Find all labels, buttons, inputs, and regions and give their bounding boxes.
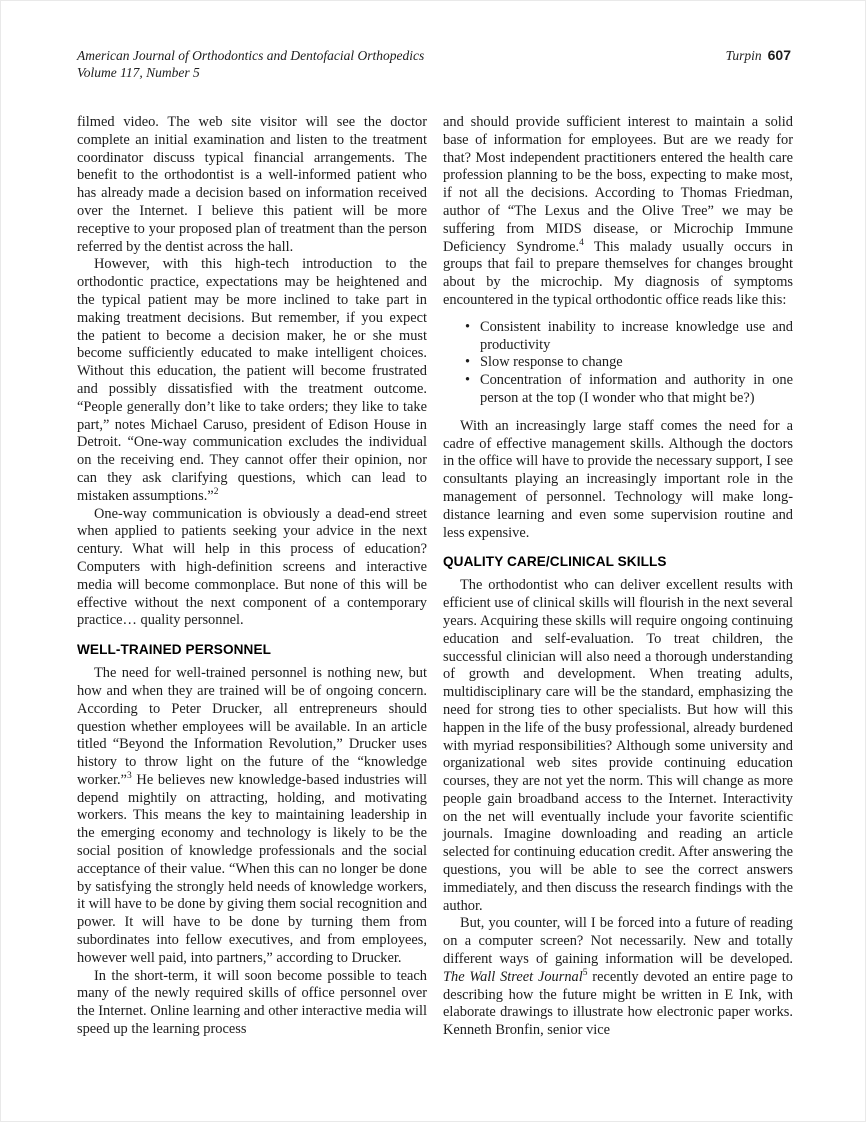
paragraph: filmed video. The web site visitor will see the doctor complete an initial examination and listen to the treatment coordinator discuss typical financial arrangements. The benefit to the orthodontist is a well-informed patient who has already made a decision based on information received over the Internet. I believe this patient will be more receptive to your proposed plan of treatment than the person referred by the dentist across the hall. — [77, 114, 427, 255]
list-item-text: Slow response to change — [480, 354, 623, 371]
bullet-icon: • — [465, 318, 471, 335]
reference-superscript: 4 — [579, 237, 584, 248]
list-item — [465, 372, 793, 408]
text-run: and should provide sufficient interest to maintain a solid base of information for employees. But are we ready for that? Most independent practitioners entered the health care profession planning to be the boss, expecting to make most, if not all the decisions. According to Thomas Friedman, author of “The Lexus and the Olive Tree” we may be suffering from MIDS disease, or Microchip Immune Deficiency Syndrome. — [443, 114, 793, 255]
author-name: Turpin — [725, 48, 762, 63]
running-head — [726, 47, 791, 64]
page-number: 607 — [767, 47, 791, 63]
paragraph: In the short-term, it will soon become possible to teach many of the newly required skills of office personnel over the Internet. Online learning and other interactive media will speed up the learning process — [77, 967, 427, 1038]
text-run: recently devoted an entire page to describing how the future might be written in E Ink, with elaborate drawings to illustrate how electronic paper works. Kenneth Bronfin, senior vice — [443, 968, 793, 1039]
section-heading-well-trained-personnel: WELL-TRAINED PERSONNEL — [77, 642, 272, 658]
article-body — [77, 114, 792, 1040]
running-header — [77, 47, 791, 81]
paragraph: The orthodontist who can deliver excellent results with efficient use of clinical skills will flourish in the next several years. Acquiring these skills will require ongoing continuing education and self-evaluation. To treat children, the successful clinician will also need a thorough understanding of growth and development. When treating adults, multidisciplinary care will be the standard, emphasizing the need for strong ties to other specialists. But how will this happen in the life of the busy professional, already burdened with myriad responsibilities? Although some university and organizational web sites provide continuing education courses, they are not yet the norm. This will change as more people gain broadband access to the Internet. Interactivity on the net will eventually include your favorite scientific journals. Imagine downloading and reading an article selected for continuing education credit. After answering the questions, you will be able to see the correct answers immediately, and then discuss the research findings with the author. — [443, 577, 793, 914]
right-column — [443, 114, 793, 1040]
reference-superscript: 2 — [213, 486, 219, 497]
paragraph — [77, 665, 427, 968]
paragraph: One-way communication is obviously a dead-end street when applied to patients seeking your advice in the next century. What will help in this process of education? Computers with high-definition screens and interactive media will become commonplace. But none of this will be effective without the next component of a contemporary practice… quality personnel. — [77, 505, 427, 629]
journal-name-italic: The Wall Street Journal — [443, 968, 583, 985]
section-heading-quality-care-clinical-skills: QUALITY CARE/CLINICAL SKILLS — [443, 554, 667, 570]
journal-volume: Volume 117, Number 5 — [77, 65, 200, 80]
list-item-text: Concentration of information and authority in one person at the top (I wonder who that might be?) — [480, 372, 793, 406]
paragraph — [443, 915, 793, 1040]
bullet-icon: • — [465, 354, 471, 371]
list-item-text: Consistent inability to increase knowledge use and productivity — [480, 318, 793, 353]
text-run: But, you counter, will I be forced into a future of reading on a computer screen? Not necessarily. New and totally different ways of gaining information will be developed. — [443, 915, 793, 968]
reference-superscript: 5 — [582, 968, 588, 979]
list-item — [465, 354, 793, 372]
reference-superscript: 3 — [126, 771, 132, 782]
symptom-list — [443, 319, 793, 408]
text-run: This malady usually occurs in groups that fail to prepare themselves for changes brought about by the microchip. My diagnosis of symptoms encountered in the typical orthodontic office reads like this: — [443, 238, 793, 308]
paragraph: With an increasingly large staff comes the need for a cadre of effective management skills. Although the doctors in the office will have to provide the necessary support, I see consultants playing an increasingly important role in the management of personnel. Technology will make long-distance learning and even some supervision routine and less expensive. — [443, 417, 793, 541]
bullet-icon: • — [465, 372, 471, 389]
text-run: He believes new knowledge-based industries will depend mightily on attracting, holding, and motivating workers. This means the key to maintaining leadership in the emerging economy and technology is likely to be the social position of knowledge professionals and the social acceptance of their value. “When this can no longer be done by satisfying the strongly held needs of knowledge workers, it will have to be done by giving them social recognition and power. It will have to be done by turning them from subordinates into fellow executives, and from employees, however well paid, into partners,” according to Drucker. — [77, 771, 427, 966]
text-run: The need for well-trained personnel is nothing new, but how and when they are trained will be of ongoing concern. According to Peter Drucker, all entrepreneurs should question whether employees will be available. In an article titled “Beyond the Information Revolution,” Drucker uses history to throw light on the future of the “knowledge worker.” — [77, 665, 427, 788]
paragraph — [443, 114, 793, 310]
paragraph — [77, 256, 427, 505]
journal-info — [77, 47, 424, 81]
list-item — [465, 319, 793, 355]
text-run: However, with this high-tech introduction to the orthodontic practice, expectations may be heightened and the typical patient may be more inclined to take part in making treatment decisions. But remember, if you expect the patient to become a decision maker, he or she must become sufficiently educated to make intelligent choices. Without this education, the patient will become frustrated and possibly dissatisfied with the treatment outcome. “People generally don’t like to take orders; they like to take part,” notes Michael Caruso, president of Edison House in Detroit. “One-way communication excludes the individual on the receiving end. They cannot offer their opinion, nor can they ask clarifying questions, which can lead to mistaken assumptions.” — [77, 256, 427, 504]
left-column — [77, 114, 427, 1040]
journal-title: American Journal of Orthodontics and Dentofacial Orthopedics — [77, 48, 425, 63]
